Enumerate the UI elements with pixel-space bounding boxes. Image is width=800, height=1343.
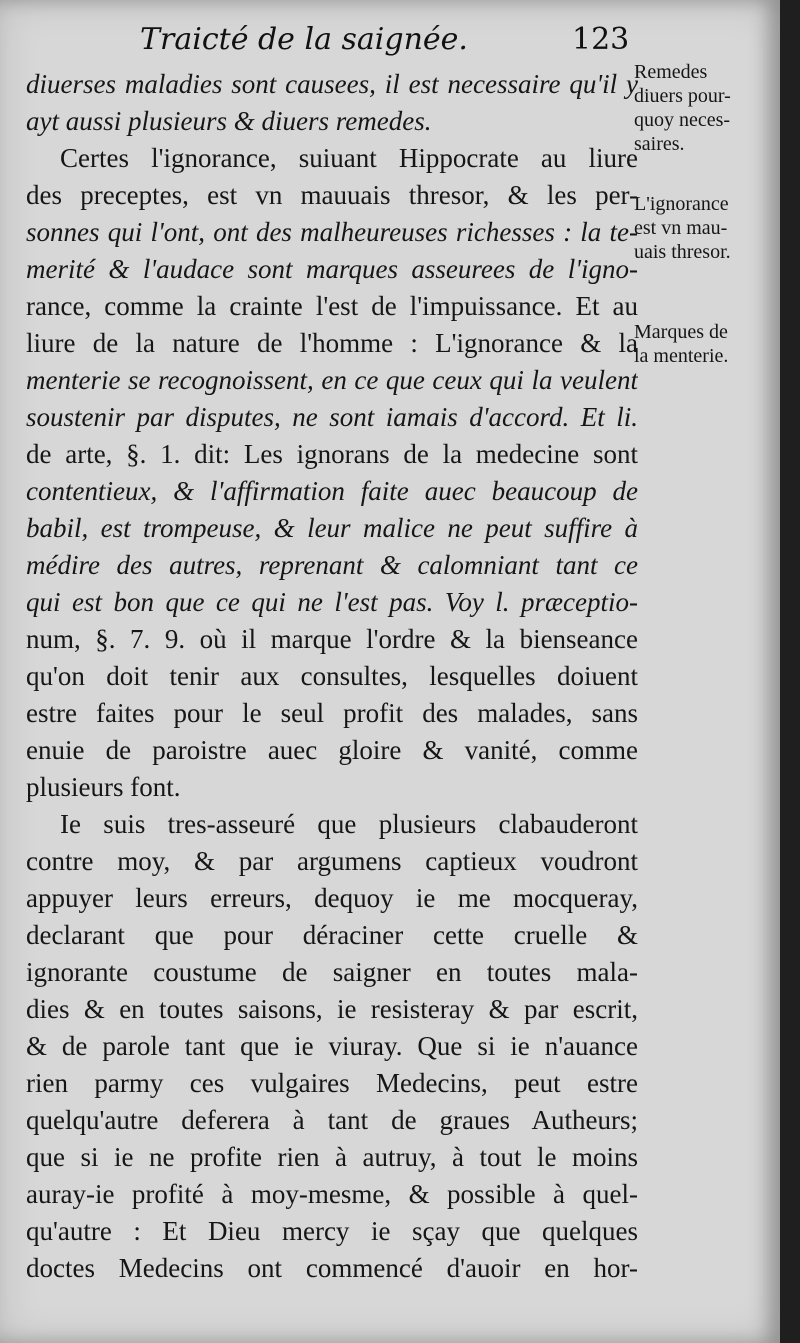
margin-note-line: Marques de bbox=[634, 321, 728, 343]
text-line: de arte, §. 1. dit: Les ignorans de la medecine sont bbox=[26, 439, 638, 469]
text-line: qu'on doit tenir aux consultes, lesquelles doiuent bbox=[26, 661, 638, 691]
running-title: Traicté de la saignée. bbox=[140, 22, 468, 57]
text-line: Certes l'ignorance, suiuant Hippocrate au liure bbox=[60, 143, 638, 173]
text-line: estre faites pour le seul profit des malades, sans bbox=[26, 698, 638, 728]
text-line: doctes Medecins ont commencé d'auoir en hor- bbox=[26, 1253, 638, 1283]
text-line: soustenir par disputes, ne sont iamais d'accord. Et li. bbox=[26, 402, 638, 432]
margin-note-menterie bbox=[634, 320, 776, 368]
text-line: qu'autre : Et Dieu mercy ie sçay que quelques bbox=[26, 1216, 638, 1246]
main-text-block bbox=[26, 66, 638, 1287]
text-line: enuie de paroistre auec gloire & vanité, comme bbox=[26, 735, 638, 765]
margin-note-line: L'ignorance bbox=[634, 193, 729, 215]
text-line: ignorante coustume de saigner en toutes mala- bbox=[26, 957, 638, 987]
text-line: sonnes qui l'ont, ont des malheureuses richesses : la te- bbox=[26, 217, 638, 247]
text-line: & de parole tant que ie viuray. Que si ie n'auance bbox=[26, 1031, 638, 1061]
text-line: qui est bon que ce qui ne l'est pas. Voy l. præceptio- bbox=[26, 587, 638, 617]
page-number: 123 bbox=[572, 22, 630, 57]
text-line: plusieurs font. bbox=[26, 772, 181, 802]
margin-note-line: uais thresor. bbox=[634, 241, 731, 263]
text-line: appuyer leurs erreurs, dequoy ie me mocqueray, bbox=[26, 883, 638, 913]
margin-note-line: Remedes bbox=[634, 61, 708, 83]
text-line: contentieux, & l'affirmation faite auec beaucoup de bbox=[26, 476, 638, 506]
running-header bbox=[140, 22, 660, 62]
text-line: menterie se recognoissent, en ce que ceux qui la veulent bbox=[26, 365, 638, 395]
text-line: babil, est trompeuse, & leur malice ne peut suffire à bbox=[26, 513, 638, 543]
margin-note-line: la menterie. bbox=[634, 345, 729, 367]
text-line: contre moy, & par argumens captieux voudront bbox=[26, 846, 638, 876]
margin-note-ignorance bbox=[634, 192, 776, 264]
margin-note-line: quoy neces- bbox=[634, 109, 731, 131]
text-line: liure de la nature de l'homme : L'ignorance & la bbox=[26, 328, 638, 358]
text-line: diuerses maladies sont causees, il est necessaire qu'il y bbox=[26, 69, 638, 99]
text-line: Ie suis tres-asseuré que plusieurs clabauderont bbox=[60, 809, 638, 839]
text-line: rien parmy ces vulgaires Medecins, peut estre bbox=[26, 1068, 638, 1098]
text-line: dies & en toutes saisons, ie resisteray & par escrit, bbox=[26, 994, 638, 1024]
text-line: médire des autres, reprenant & calomniant tant ce bbox=[26, 550, 638, 580]
text-line: num, §. 7. 9. où il marque l'ordre & la bienseance bbox=[26, 624, 638, 654]
text-line: ayt aussi plusieurs & diuers remedes. bbox=[26, 106, 432, 136]
text-line: des preceptes, est vn mauuais thresor, & les per- bbox=[26, 180, 638, 210]
margin-note-line: diuers pour- bbox=[634, 85, 731, 107]
text-line: declarant que pour déraciner cette cruelle & bbox=[26, 920, 638, 950]
margin-note-remedes bbox=[634, 60, 776, 156]
text-line: auray-ie profité à moy-mesme, & possible à quel- bbox=[26, 1179, 638, 1209]
text-line: que si ie ne profite rien à autruy, à tout le moins bbox=[26, 1142, 638, 1172]
margin-note-line: saires. bbox=[634, 133, 685, 155]
text-line: merité & l'audace sont marques asseurees de l'igno- bbox=[26, 254, 638, 284]
margin-note-line: est vn mau- bbox=[634, 217, 728, 239]
text-line: rance, comme la crainte l'est de l'impuissance. Et au bbox=[26, 291, 638, 321]
text-line: quelqu'autre deferera à tant de graues Autheurs; bbox=[26, 1105, 638, 1135]
